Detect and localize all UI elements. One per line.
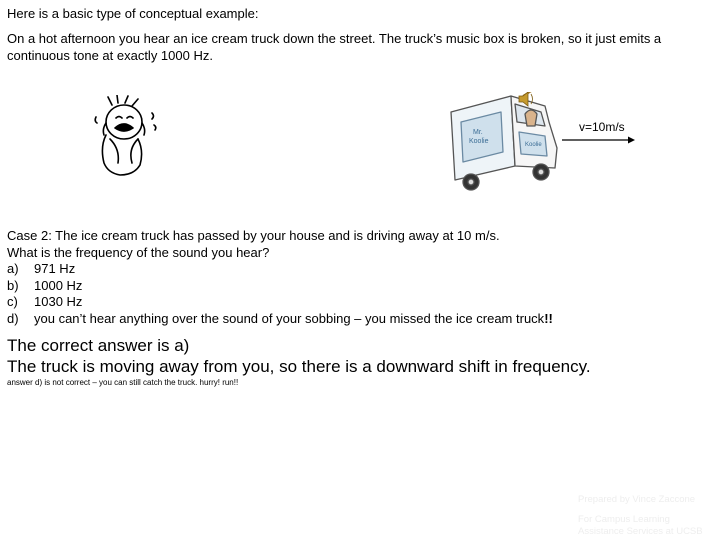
note-text: answer d) is not correct – you can still catch the truck. hurry! run!! — [7, 378, 239, 387]
credit-line-b: Assistance Services at UCSB — [578, 526, 703, 537]
question-block — [7, 228, 713, 328]
option-letter: d) — [7, 310, 19, 326]
option-text: 1030 Hz — [34, 294, 83, 310]
answer-line-2: The truck is moving away from you, so there is a downward shift in frequency. — [7, 357, 591, 376]
credit-affiliation — [578, 514, 703, 538]
option-letter: a) — [7, 261, 19, 277]
answer-block — [7, 335, 591, 377]
option-d — [7, 311, 713, 328]
answer-line-1: The correct answer is a) — [7, 336, 190, 355]
scenario-text: On a hot afternoon you hear an ice cream truck down the street. The truck’s music box is broken, so it just emits a continuous tone at exactly 1000 Hz. — [7, 31, 662, 63]
option-suffix: !! — [544, 310, 553, 326]
option-text: you can’t hear anything over the sound of your sobbing – you missed the ice cream truck — [34, 310, 545, 326]
credit-line-a: For Campus Learning — [578, 514, 670, 525]
velocity-label: v=10m/s — [579, 120, 625, 134]
svg-text:Koolie: Koolie — [525, 142, 542, 148]
svg-text:Koolie: Koolie — [469, 138, 489, 145]
case-text: Case 2: The ice cream truck has passed by your house and is driving away at 10 m/s. — [7, 228, 500, 243]
ice-cream-truck-icon — [445, 92, 563, 192]
svg-text:Mr.: Mr. — [473, 129, 483, 136]
option-a — [7, 261, 713, 278]
option-b — [7, 278, 713, 295]
credit-prepared-by: Prepared by Vince Zaccone — [578, 494, 696, 505]
question-prompt: What is the frequency of the sound you hear? — [7, 244, 270, 260]
intro-text: Here is a basic type of conceptual example: — [7, 6, 259, 21]
option-c — [7, 294, 713, 311]
option-letter: c) — [7, 294, 18, 310]
option-text: 1000 Hz — [34, 277, 83, 293]
crying-person-icon — [92, 95, 162, 177]
option-text: 971 Hz — [34, 261, 76, 277]
option-letter: b) — [7, 277, 19, 293]
